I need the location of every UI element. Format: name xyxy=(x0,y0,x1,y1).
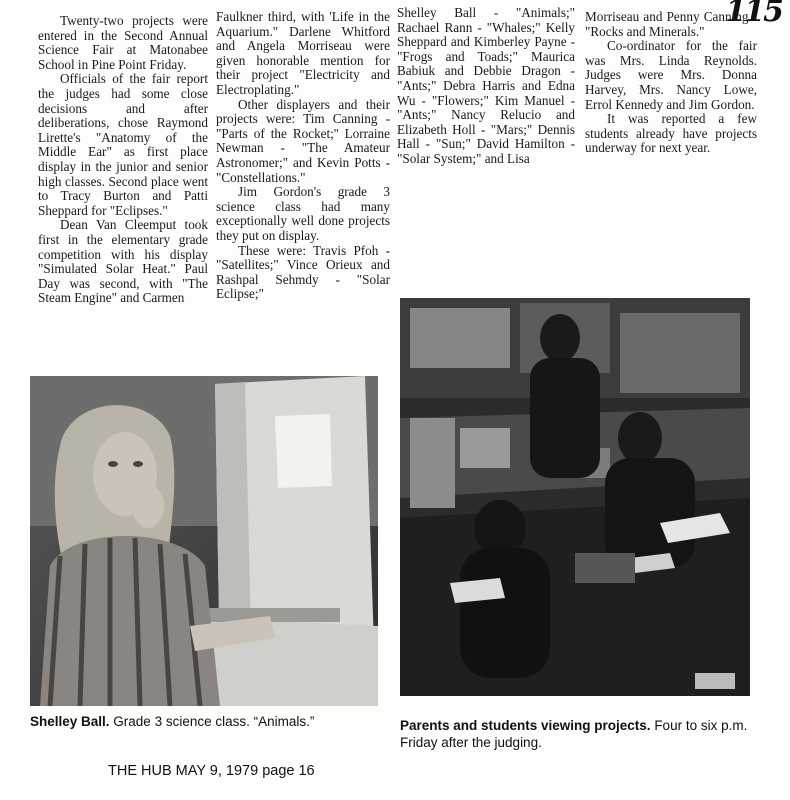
photo-shelley-ball-image xyxy=(30,376,378,706)
article-column-4 xyxy=(585,10,757,156)
photo-caption-left xyxy=(30,713,390,730)
article-paragraph: Shelley Ball - "Animals;" Rachael Rann - "Whales;" Kelly Sheppard and Kimberley Payne - "Frogs and Toads;" Maurica Babiuk and Debbie Dragon - "Ants;" Debra Harris and Edna Wu - "Flowers;" Kim Manuel - "Ants;" Nancy Relucio and Elizabeth Holl - "Mars;" Dennis Hall - "Sun;" David Hamilton - "Solar System;" and Lisa xyxy=(397,5,575,166)
caption-left-text: Grade 3 science class. “Animals.” xyxy=(109,714,315,729)
article-paragraph: These were: Travis Pfoh - "Satellites;" Vince Orieux and Rashpal Sehmdy - "Solar Eclipse;" xyxy=(216,242,390,302)
article-paragraph: Twenty-two projects were entered in the Second Annual Science Fair at Matonabee School in Pine Point Friday. xyxy=(38,13,208,72)
article-paragraph: Dean Van Cleemput took first in the elementary grade competition with his display "Simulated Solar Heat." Paul Day was second, with "The Steam Engine" and Carmen xyxy=(38,217,208,306)
article-paragraph: It was reported a few students already have projects underway for next year. xyxy=(585,111,757,156)
article-paragraph: Officials of the fair report the judges had some close decisions and after deliberations, chose Raymond Lirette's "Anatomy of the Middle Ear" as first place display in the junior and senior high classes. Second place went to Tracy Burton and Patti Sheppard for "Eclipses." xyxy=(38,71,208,218)
article-paragraph: Co-ordinator for the fair was Mrs. Linda Reynolds. Judges were Mrs. Donna Harvey, Mrs. Nancy Lowe, Errol Kennedy and Jim Gordon. xyxy=(585,38,757,112)
article-paragraph: Jim Gordon's grade 3 science class had many exceptionally well done projects they put on display. xyxy=(216,184,390,243)
caption-right-text: Four to six p.m. Friday after the judging. xyxy=(400,718,748,750)
caption-left-name: Shelley Ball. xyxy=(30,714,110,729)
article-paragraph: Faulkner third, with 'Life in the Aquarium." Darlene Whitford and Angela Morriseau were given honorable mention for their project "Electricity and Electroplating." xyxy=(216,9,390,97)
publication-footer: THE HUB MAY 9, 1979 page 16 xyxy=(108,763,315,779)
article-column-2 xyxy=(216,10,390,302)
photo-parents-students xyxy=(400,298,750,696)
handwritten-page-mark: 115 xyxy=(725,0,782,29)
caption-right-heading: Parents and students viewing projects. xyxy=(400,718,651,733)
photo-caption-right xyxy=(400,717,760,751)
photo-shelley-ball xyxy=(30,376,378,706)
photo-parents-students-image xyxy=(400,298,750,696)
article-paragraph: Morriseau and Penny Canning - "Rocks and Minerals." xyxy=(585,9,757,39)
article-column-3 xyxy=(397,6,575,167)
article-paragraph: Other displayers and their projects were: Tim Canning - "Parts of the Rocket;'' Lorraine Newman - "The Amateur Astronomer;" and Kevin Potts - "Constellations." xyxy=(216,96,390,185)
article-column-1 xyxy=(38,14,208,306)
